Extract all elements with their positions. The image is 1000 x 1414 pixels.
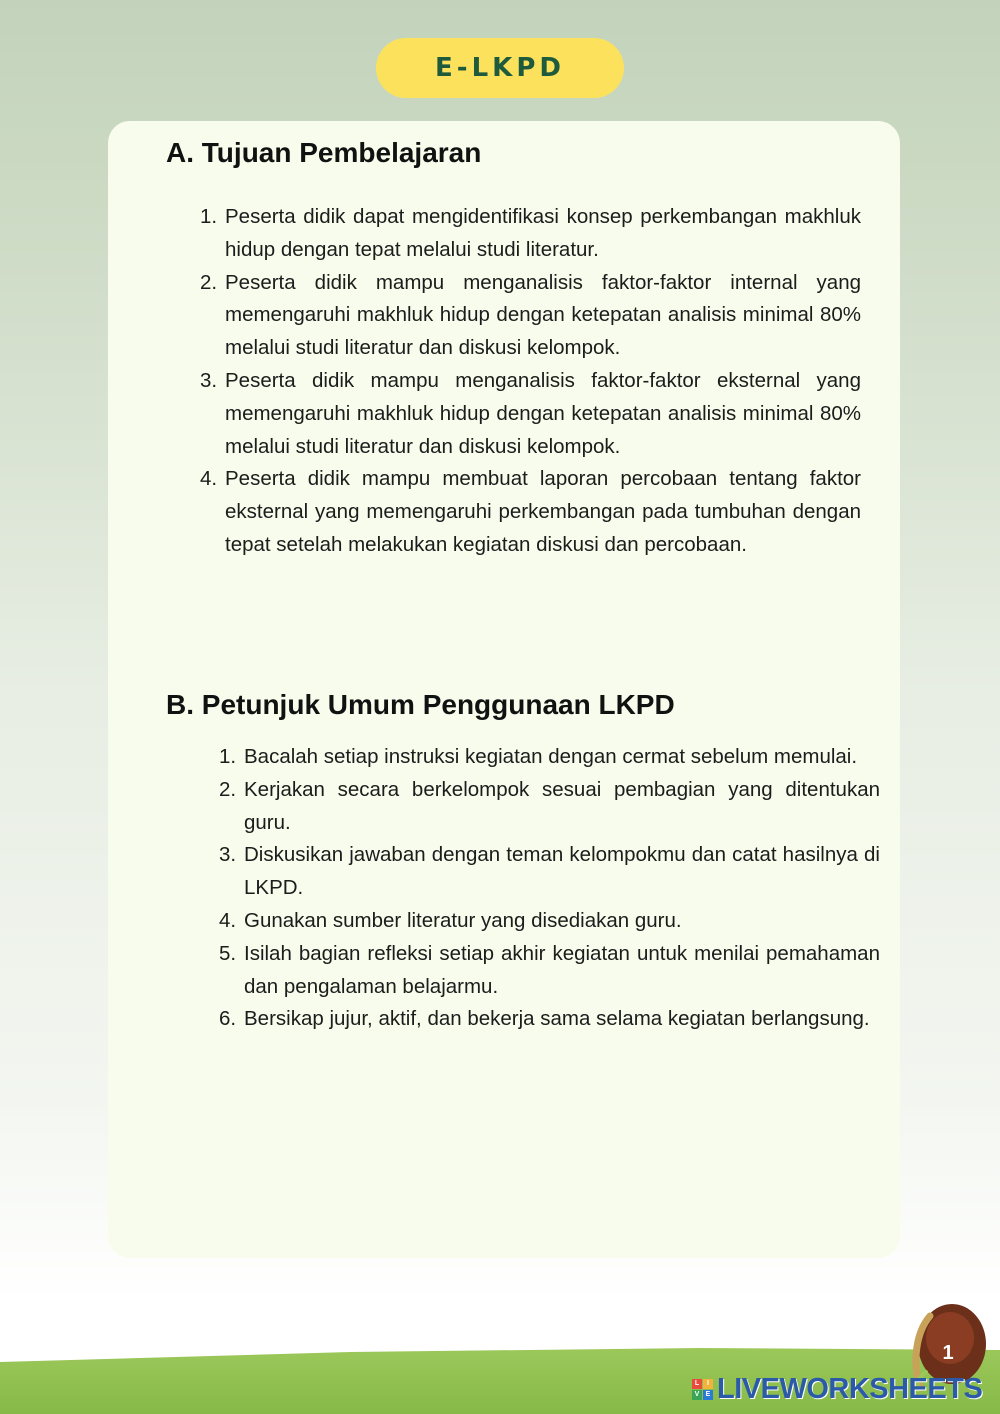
list-item-text: Bacalah setiap instruksi kegiatan dengan cermat sebelum memulai. xyxy=(244,745,858,768)
list-item xyxy=(200,267,861,365)
list-item-text: Peserta didik mampu menganalisis faktor-faktor eksternal yang memengaruhi makhluk hidup dengan ketepatan analisis minimal 80% melalui studi literatur dan diskusi kelompok. xyxy=(225,368,861,458)
list-item-number: 3. xyxy=(200,368,218,392)
liveworksheets-brand-text: LIVEWORKSHEETS xyxy=(717,1372,983,1405)
list-item-number: 2. xyxy=(200,270,218,294)
list-item xyxy=(200,463,861,561)
list-item-text: Isilah bagian refleksi setiap akhir kegiatan untuk menilai pemahaman dan pengalaman belajarmu. xyxy=(244,941,880,998)
page-title-pill xyxy=(376,38,624,98)
section-a-heading: A. Tujuan Pembelajaran xyxy=(166,137,482,168)
list-item xyxy=(219,1003,880,1036)
list-item-number: 1. xyxy=(200,205,218,228)
list-item xyxy=(219,774,880,840)
list-item-number: 6. xyxy=(219,1007,237,1031)
list-item-number: 5. xyxy=(219,941,237,965)
learning-objectives-list xyxy=(200,201,861,562)
list-item-text: Gunakan sumber literatur yang disediakan guru. xyxy=(244,908,682,932)
list-item-text: Peserta didik mampu menganalisis faktor-faktor internal yang memengaruhi makhluk hidup dengan ketepatan analisis minimal 80% melalui studi literatur dan diskusi kelompok. xyxy=(225,270,861,360)
list-item xyxy=(200,365,861,463)
liveworksheets-logo-icon: L I V E xyxy=(692,1379,713,1400)
list-item-text: Peserta didik mampu membuat laporan percobaan tentang faktor eksternal yang memengaruhi perkembangan pada tumbuhan dengan tepat setelah melakukan kegiatan diskusi dan percobaan. xyxy=(225,467,861,556)
list-item-number: 3. xyxy=(219,843,237,867)
list-item xyxy=(200,201,861,267)
list-item-text: Peserta didik dapat mengidentifikasi konsep perkembangan makhluk hidup dengan tepat melalui studi literatur. xyxy=(225,205,861,261)
list-item xyxy=(219,839,880,905)
list-item-text: Bersikap jujur, aktif, dan bekerja sama selama kegiatan berlangsung. xyxy=(244,1007,870,1031)
list-item-number: 2. xyxy=(219,777,237,801)
list-item xyxy=(219,938,880,1004)
list-item-number: 4. xyxy=(200,467,218,491)
page-number: 1 xyxy=(942,1342,954,1364)
liveworksheets-brand xyxy=(692,1374,982,1404)
list-item-text: Kerjakan secara berkelompok sesuai pembagian yang ditentukan guru. xyxy=(244,777,880,834)
list-item xyxy=(219,905,880,938)
list-item-number: 4. xyxy=(219,908,237,932)
section-b-heading: B. Petunjuk Umum Penggunaan LKPD xyxy=(166,689,675,720)
list-item-number: 1. xyxy=(219,745,237,768)
usage-instructions-list xyxy=(219,741,880,1036)
list-item-text: Diskusikan jawaban dengan teman kelompokmu dan catat hasilnya di LKPD. xyxy=(244,843,880,900)
page-title: E-LKPD xyxy=(435,53,565,83)
list-item xyxy=(219,741,880,774)
